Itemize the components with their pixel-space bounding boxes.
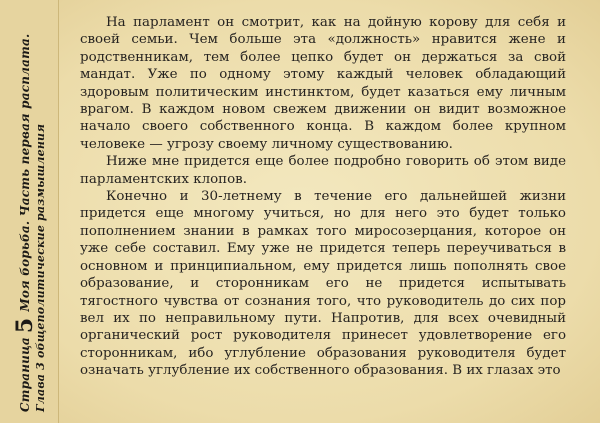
page-label: Страница bbox=[18, 337, 32, 412]
paragraph: На парламент он смотрит, как на дойную корову для себя и своей семьи. Чем больше эта «должность» нравится жене и родственникам, тем более цепко будет он держаться за свой мандат. Уже по одному этому каждый человек обладающий здоровым политическим инстинктом, будет казаться ему личным врагом. В каждом новом свежем движении он видит возможное начало своего собственного конца. В каждом более крупном человеке — угрозу своему личному существованию. bbox=[80, 15, 566, 152]
page-number: 5 bbox=[12, 317, 38, 334]
paragraph: Ниже мне придется еще более подробно говорить об этом виде парламентских клопов. bbox=[80, 154, 566, 187]
paragraph: Конечно и 30-летнему в течение его дальнейшей жизни придется еще многому учиться, но для него это будет только пополнением знании в рамках того миросозерцания, которое он уже себе составил. Ему уже не придется теперь переучиваться в основном и принципиальном, ему придется лишь пополнять свое образование, и сторонникам его не придется испытывать тягостного чувства от сознания того, что руководитель до сих пор вел их по неправильному пути. Напротив, для всех очевидный органический рост руководителя принесет удовлетворение его сторонникам, ибо углубление образования руководителя будет означать углубление их собственного образования. В их глазах это bbox=[80, 189, 566, 379]
part-title: Моя борьба. Часть первая расплата. bbox=[18, 33, 32, 312]
page-sidebar bbox=[0, 0, 59, 423]
chapter-title: Глава 3 общеполитические размышления bbox=[34, 123, 47, 412]
page-body bbox=[80, 14, 566, 380]
